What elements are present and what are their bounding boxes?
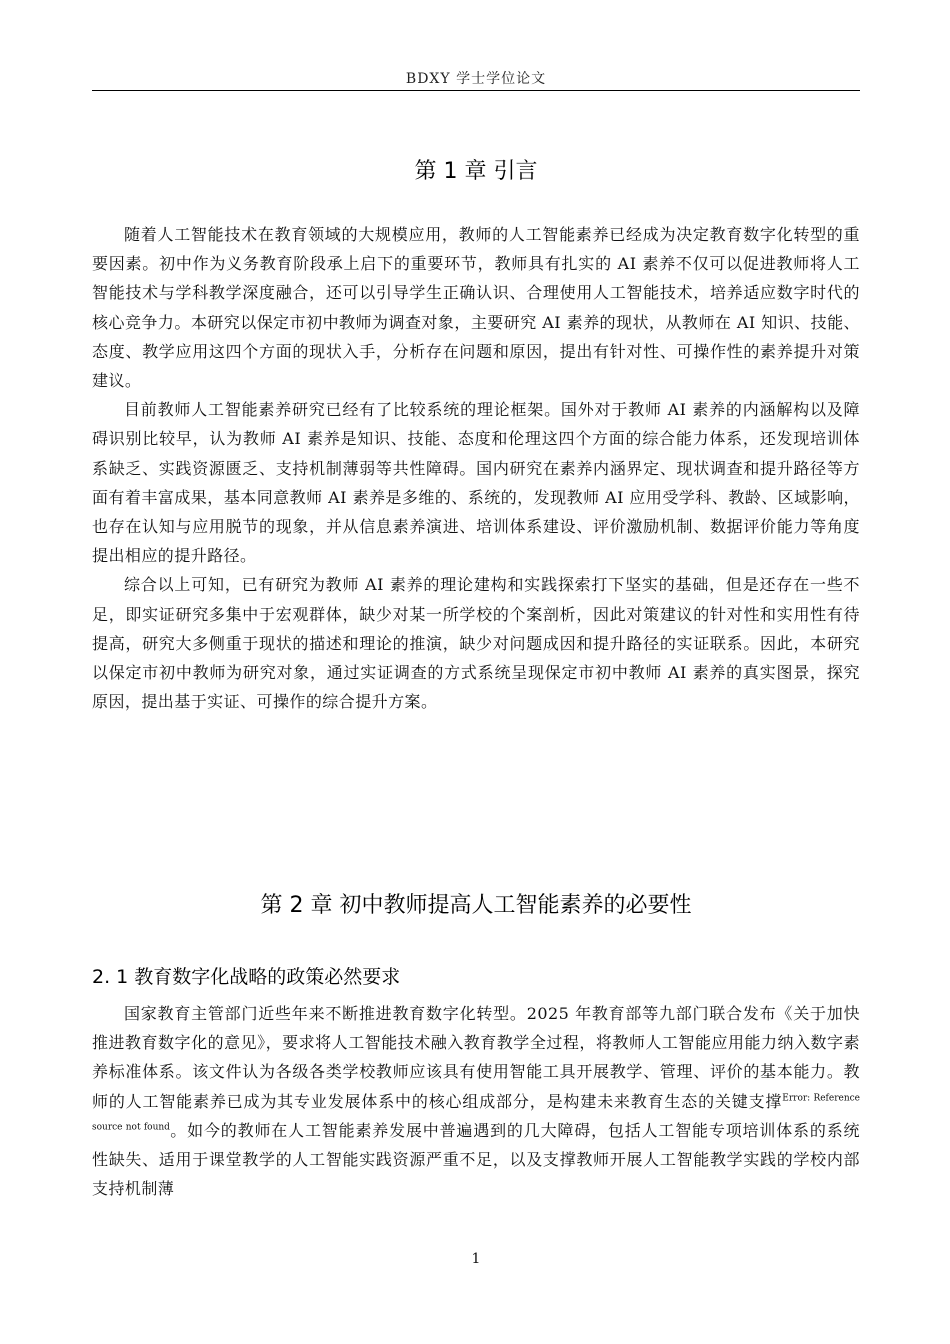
paragraph: 综合以上可知，已有研究为教师 AI 素养的理论建构和实践探索打下坚实的基础，但是还存在一些不足，即实证研究多集中于宏观群体，缺少对某一所学校的个案剖析，因此对策建议的针对性和实用性有待提高，研究大多侧重于现状的描述和理论的推演，缺少对问题成因和提升路径的实证联系。因此，本研究以保定市初中教师为研究对象，通过实证调查的方式系统呈现保定市初中教师 AI 素养的真实图景，探究原因，提出基于实证、可操作的综合提升方案。 <box>92 575 860 712</box>
paragraph <box>92 999 860 1203</box>
section-2-1-body <box>92 999 860 1203</box>
header-rule <box>92 90 860 91</box>
paragraph: 随着人工智能技术在教育领域的大规模应用，教师的人工智能素养已经成为决定教育数字化转型的重要因素。初中作为义务教育阶段承上启下的重要环节，教师具有扎实的 AI 素养不仅可以促进教师将人工智能技术与学科教学深度融合，还可以引导学生正确认识、合理使用人工智能技术，培养适应数字时代的核心竞争力。本研究以保定市初中教师为调查对象，主要研究 AI 素养的现状，从教师在 AI 知识、技能、态度、教学应用这四个方面的现状入手，分析存在问题和原因，提出有针对性、可操作性的素养提升对策建议。 <box>92 225 860 391</box>
page-number: 1 <box>471 1251 481 1267</box>
paragraph-text: 。如今的教师在人工智能素养发展中普遍遇到的几大障碍，包括人工智能专项培训体系的系统性缺失、适用于课堂教学的人工智能实践资源严重不足，以及支撑教师开展人工智能教学实践的学校内部支持机制薄 <box>92 1120 860 1199</box>
chapter-1-title: 第 1 章 引言 <box>414 159 538 184</box>
paragraph-text: 国家教育主管部门近些年来不断推进教育数字化转型。2025 年教育部等九部门联合发布《关于加快推进教育数字化的意见》，要求将人工智能技术融入教育教学全过程，将教师人工智能应用能力纳入数字素养标准体系。该文件认为各级各类学校教师应该具有使用智能工具开展教学、管理、评价的基本能力。教师的人工智能素养已成为其专业发展体系中的核心组成部分，是构建未来教育生态的关键支撑 <box>92 1004 860 1111</box>
section-2-1-title: 2. 1 教育数字化战略的政策必然要求 <box>92 966 401 988</box>
chapter-2-title: 第 2 章 初中教师提高人工智能素养的必要性 <box>260 893 692 918</box>
paragraph: 目前教师人工智能素养研究已经有了比较系统的理论框架。国外对于教师 AI 素养的内涵解构以及障碍识别比较早，认为教师 AI 素养是知识、技能、态度和伦理这四个方面的综合能力体系，还发现培训体系缺乏、实践资源匮乏、支持机制薄弱等共性障碍。国内研究在素养内涵界定、现状调查和提升路径等方面有着丰富成果，基本同意教师 AI 素养是多维的、系统的，发现教师 AI 应用受学科、教龄、区域影响，也存在认知与应用脱节的现象，并从信息素养演进、培训体系建设、评价激励机制、数据评价能力等角度提出相应的提升路径。 <box>92 400 860 566</box>
running-header: BDXY 学士学位论文 <box>405 71 547 87</box>
chapter-1-body <box>92 220 860 716</box>
reference-error-marker[interactable]: Error: Reference source not found <box>92 1093 861 1133</box>
